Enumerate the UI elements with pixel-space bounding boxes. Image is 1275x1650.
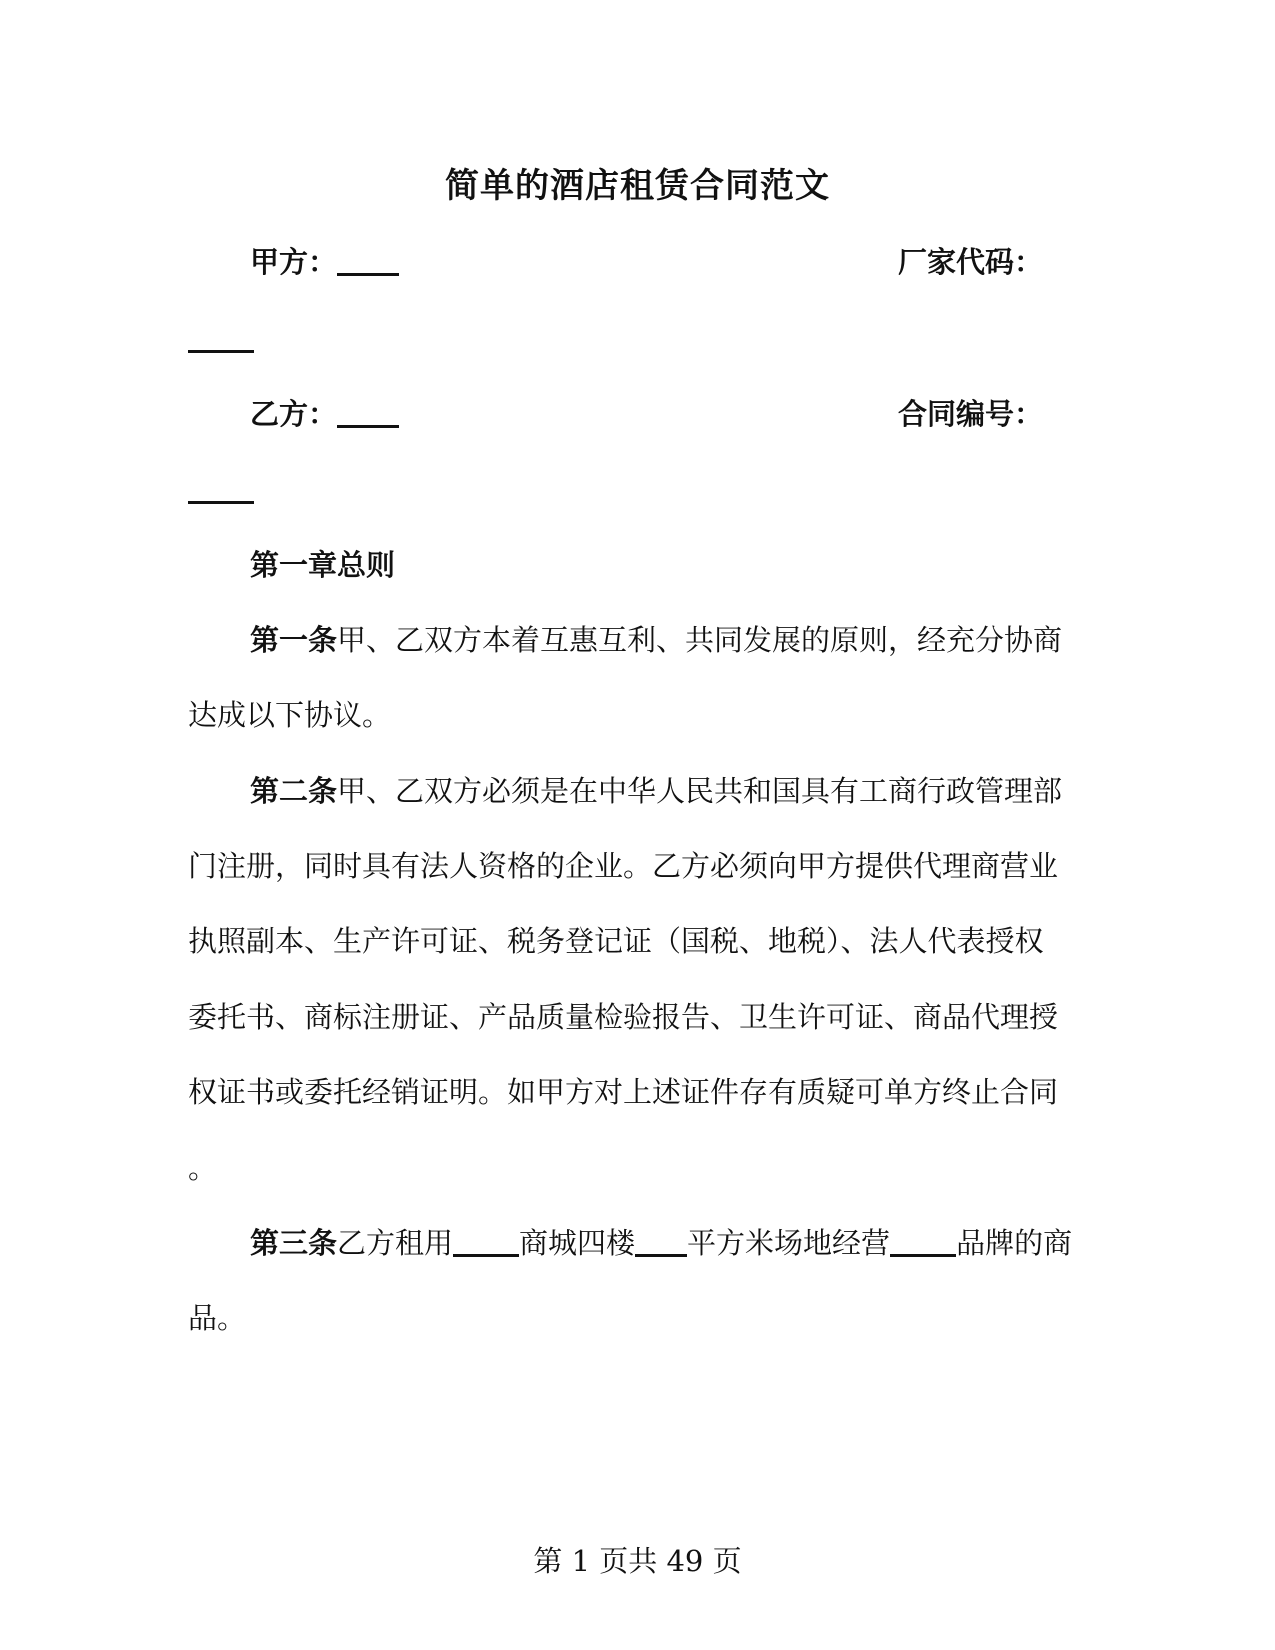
- article2-line5: 权证书或委托经销证明。如甲方对上述证件存有质疑可单方终止合同: [188, 1075, 1059, 1109]
- article1-line1: [250, 620, 1062, 660]
- page-indicator: 第 1 页共 49 页: [533, 1544, 742, 1578]
- contract-no-label: 合同编号：: [898, 397, 1044, 431]
- contract-no-line: [898, 394, 1043, 434]
- article2-line1: [250, 771, 1062, 811]
- article3-blank2: [635, 1224, 687, 1257]
- party-b-line: [250, 394, 399, 434]
- party-a-label: 甲方：: [250, 245, 338, 279]
- article3-text3: 平方米场地经营: [687, 1226, 891, 1260]
- article3-text2: 商城四楼: [519, 1226, 636, 1260]
- article2-text1: 甲、乙双方必须是在中华人民共和国具有工商行政管理部: [337, 774, 1063, 808]
- party-a-line: [250, 242, 399, 282]
- factory-code-blank: [188, 350, 254, 353]
- article3-text1: 乙方租用: [337, 1226, 454, 1260]
- article1-text1: 甲、乙双方本着互惠互利、共同发展的原则，经充分协商: [337, 623, 1063, 657]
- party-b-blank: [337, 395, 399, 428]
- party-a-blank: [337, 243, 399, 276]
- article3-line1: [250, 1223, 1072, 1263]
- factory-code-line: [898, 242, 1043, 282]
- article1-line2: 达成以下协议。: [188, 698, 392, 732]
- document-title: 简单的酒店租赁合同范文: [445, 166, 830, 206]
- article3-blank1: [453, 1224, 519, 1257]
- chapter1-heading: 第一章总则: [250, 548, 396, 582]
- party-b-label: 乙方：: [250, 397, 338, 431]
- article2-line3: 执照副本、生产许可证、税务登记证（国税、地税）、法人代表授权: [188, 924, 1044, 958]
- article3-label: 第三条: [250, 1226, 338, 1260]
- article1-label: 第一条: [250, 623, 338, 657]
- article2-line6: 。: [188, 1151, 218, 1185]
- contract-no-blank: [188, 501, 254, 504]
- article2-line2: 门注册，同时具有法人资格的企业。乙方必须向甲方提供代理商营业: [188, 849, 1059, 883]
- article2-line4: 委托书、商标注册证、产品质量检验报告、卫生许可证、商品代理授: [188, 1000, 1059, 1034]
- article2-label: 第二条: [250, 774, 338, 808]
- article3-line2: 品。: [188, 1301, 247, 1335]
- article3-blank3: [890, 1224, 956, 1257]
- factory-code-label: 厂家代码：: [898, 245, 1044, 279]
- article3-text4: 品牌的商: [956, 1226, 1073, 1260]
